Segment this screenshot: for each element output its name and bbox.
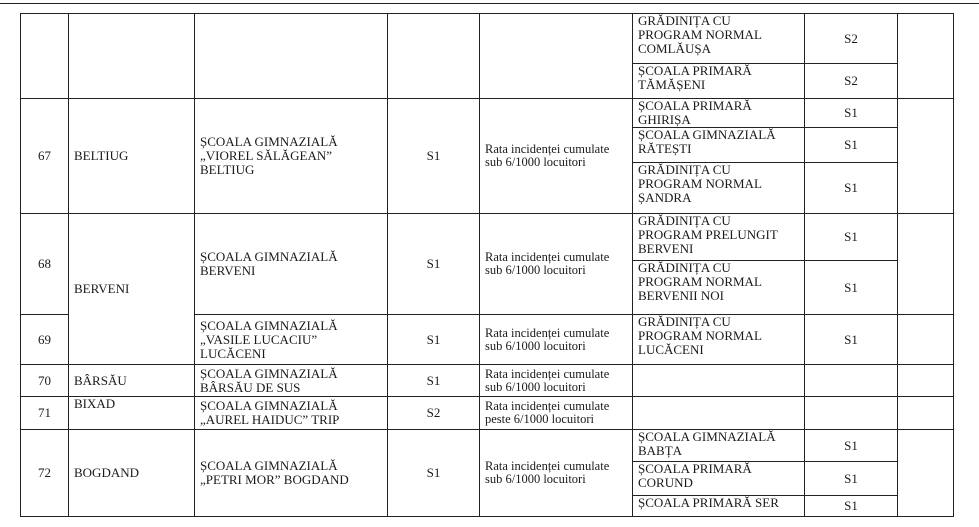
structure-scenario-cell: S1	[805, 261, 898, 315]
school-cell: ȘCOALA GIMNAZIALĂ „VASILE LUCACIU” LUCĂCENI	[195, 315, 388, 365]
table-row	[21, 365, 954, 397]
row-number-cell: 72	[21, 430, 69, 517]
structure-scenario-cell: S1	[805, 462, 898, 496]
locality-cell: BELTIUG	[69, 99, 195, 214]
structure-scenario-cell: S2	[805, 64, 898, 99]
locality-cell: BIXAD	[69, 397, 195, 430]
locality-cell	[69, 14, 195, 99]
scenario-cell: S1	[388, 99, 480, 214]
table-row	[21, 214, 954, 261]
empty-cell	[898, 430, 954, 517]
structure-cell: ȘCOALA PRIMARĂ TĂMĂȘENI	[633, 64, 805, 99]
structure-cell	[633, 397, 805, 430]
empty-cell	[898, 214, 954, 315]
structure-scenario-cell	[805, 397, 898, 430]
scenario-cell: S1	[388, 365, 480, 397]
row-number-cell: 67	[21, 99, 69, 214]
structure-scenario-cell: S1	[805, 430, 898, 462]
table-row	[21, 14, 954, 64]
structure-cell: ȘCOALA GIMNAZIALĂ BABȚA	[633, 430, 805, 462]
criterion-cell: Rata incidenței cumulate sub 6/1000 locuitori	[480, 365, 633, 397]
structure-cell: ȘCOALA PRIMARĂ GHIRIȘA	[633, 99, 805, 128]
school-cell: ȘCOALA GIMNAZIALĂ BÂRSĂU DE SUS	[195, 365, 388, 397]
school-cell	[195, 14, 388, 99]
criterion-cell	[480, 14, 633, 99]
criterion-cell: Rata incidenței cumulate peste 6/1000 locuitori	[480, 397, 633, 430]
scenario-cell	[388, 14, 480, 99]
locality-cell: BOGDAND	[69, 430, 195, 517]
table-row	[21, 99, 954, 128]
structure-scenario-cell: S1	[805, 99, 898, 128]
row-number-cell: 71	[21, 397, 69, 430]
structure-scenario-cell: S1	[805, 315, 898, 365]
structure-cell: GRĂDINIȚA CU PROGRAM NORMAL ȘANDRA	[633, 163, 805, 214]
criterion-cell: Rata incidenței cumulate sub 6/1000 locuitori	[480, 99, 633, 214]
criterion-cell: Rata incidenței cumulate sub 6/1000 locuitori	[480, 430, 633, 517]
scenario-cell: S1	[388, 430, 480, 517]
empty-cell	[898, 315, 954, 365]
row-number-cell: 70	[21, 365, 69, 397]
structure-cell: GRĂDINIȚA CU PROGRAM NORMAL LUCĂCENI	[633, 315, 805, 365]
structure-cell: ȘCOALA PRIMARĂ CORUND	[633, 462, 805, 496]
structure-cell: ȘCOALA GIMNAZIALĂ RĂTEȘTI	[633, 128, 805, 163]
structure-scenario-cell	[805, 365, 898, 397]
schools-scenario-table	[20, 13, 954, 517]
structure-scenario-cell: S1	[805, 163, 898, 214]
table-row	[21, 397, 954, 430]
criterion-cell: Rata incidenței cumulate sub 6/1000 locuitori	[480, 214, 633, 315]
row-number-cell: 69	[21, 315, 69, 365]
top-rule	[0, 3, 979, 4]
empty-cell	[898, 14, 954, 99]
school-cell: ȘCOALA GIMNAZIALĂ „AUREL HAIDUC” TRIP	[195, 397, 388, 430]
structure-scenario-cell: S1	[805, 496, 898, 517]
structure-cell: GRĂDINIȚA CU PROGRAM PRELUNGIT BERVENI	[633, 214, 805, 261]
locality-cell: BERVENI	[69, 214, 195, 365]
structure-cell	[633, 365, 805, 397]
empty-cell	[898, 397, 954, 430]
structure-scenario-cell: S1	[805, 128, 898, 163]
structure-cell: GRĂDINIȚA CU PROGRAM NORMAL COMLĂUȘA	[633, 14, 805, 64]
row-number-cell: 68	[21, 214, 69, 315]
school-cell: ȘCOALA GIMNAZIALĂ „PETRI MOR” BOGDAND	[195, 430, 388, 517]
structure-cell: ȘCOALA PRIMARĂ SER	[633, 496, 805, 517]
school-cell: ȘCOALA GIMNAZIALĂ BERVENI	[195, 214, 388, 315]
structure-cell: GRĂDINIȚA CU PROGRAM NORMAL BERVENII NOI	[633, 261, 805, 315]
school-cell: ȘCOALA GIMNAZIALĂ „VIOREL SĂLĂGEAN” BELTIUG	[195, 99, 388, 214]
empty-cell	[898, 365, 954, 397]
scenario-cell: S1	[388, 315, 480, 365]
row-number-cell	[21, 14, 69, 99]
empty-cell	[898, 99, 954, 214]
scenario-cell: S1	[388, 214, 480, 315]
criterion-cell: Rata incidenței cumulate sub 6/1000 locuitori	[480, 315, 633, 365]
locality-cell: BÂRSĂU	[69, 365, 195, 397]
table-row	[21, 430, 954, 462]
scenario-cell: S2	[388, 397, 480, 430]
structure-scenario-cell: S1	[805, 214, 898, 261]
structure-scenario-cell: S2	[805, 14, 898, 64]
